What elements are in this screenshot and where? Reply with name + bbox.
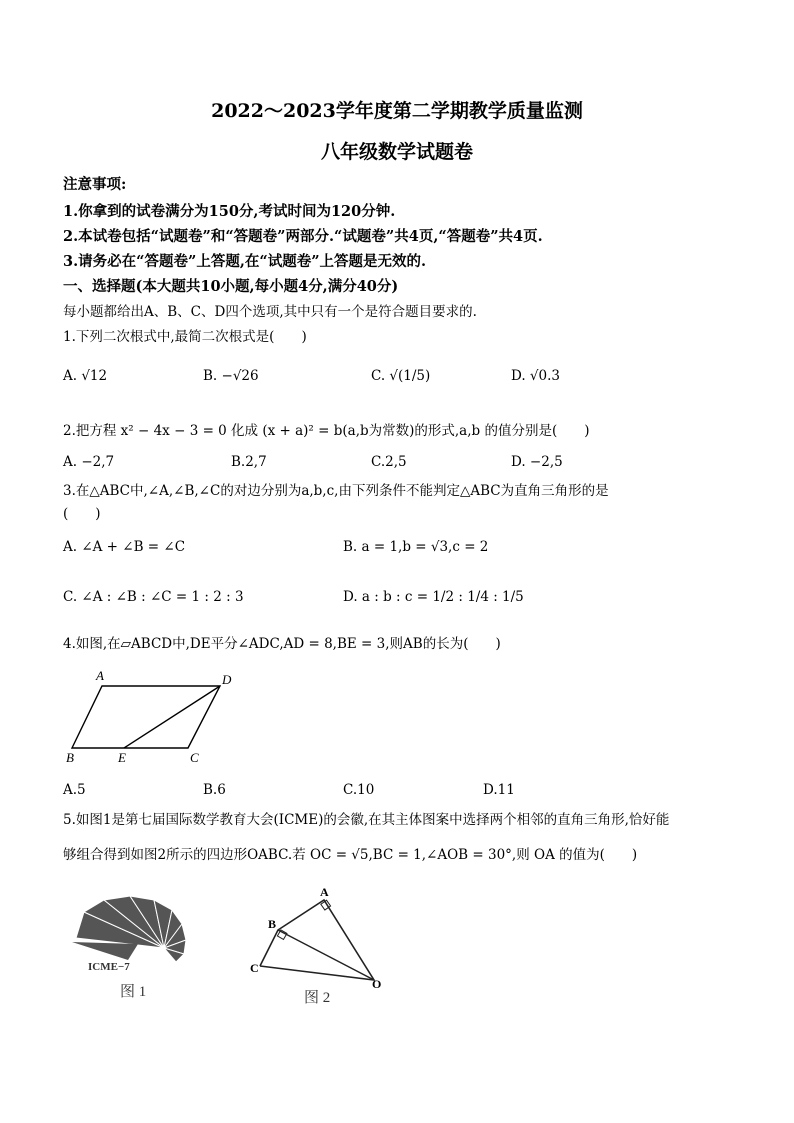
logo-lower-triangle [72,942,138,960]
label-b: B [66,750,74,765]
segment-bo [278,930,374,980]
question-4-option-b: B.6 [203,782,226,798]
segment-de [124,686,220,748]
question-3-option-d: D. a : b : c = 1/2 : 1/4 : 1/5 [343,589,524,605]
question-5-stem-cont: 够组合得到如图2所示的四边形OABC.若 OC = √5,BC = 1,∠AOB = 30°,则 OA 的值为( ) [63,847,638,863]
label-c2: C [250,961,259,975]
question-3-option-a: A. ∠A + ∠B = ∠C [63,539,186,555]
parallelogram-figure [60,664,250,768]
icme-logo-text: ICME−7 [88,961,130,973]
label-o2: O [372,977,382,991]
question-1-option-d: D. √0.3 [511,368,560,384]
section-heading: 一、选择题(本大题共10小题,每小题4分,满分40分) [63,278,399,295]
exam-title: 2022～2023学年度第二学期教学质量监测 [211,100,583,122]
figure-1-caption: 图 1 [120,984,147,1000]
quadrilateral-oabc [260,900,374,980]
note-item-3: 3.请务必在“答题卷”上答题,在“试题卷”上答题是无效的. [63,253,427,270]
label-e: E [118,750,126,765]
question-2-option-d: D. −2,5 [511,454,563,470]
question-4-option-a: A.5 [63,782,86,798]
question-2-stem: 2.把方程 x² − 4x − 3 = 0 化成 (x + a)² = b(a,b为常数)的形式,a,b 的值分别是( ) [63,423,590,439]
question-1-stem: 1.下列二次根式中,最简二次根式是( ) [63,329,307,345]
label-a2: A [320,885,329,899]
icme-logo-figure [68,888,200,1004]
question-3-stem-cont: ( ) [63,506,101,522]
label-d: D [222,672,232,687]
question-5-stem: 5.如图1是第七届国际数学教育大会(ICME)的会徽,在其主体图案中选择两个相邻的直角三角形,恰好能 [63,812,670,828]
note-item-1: 1.你拿到的试卷满分为150分,考试时间为120分钟. [63,203,396,220]
question-1-option-a: A. √12 [63,368,108,384]
question-4-option-c: C.10 [343,782,375,798]
note-item-2: 2.本试卷包括“试题卷”和“答题卷”两部分.“试题卷”共4页,“答题卷”共4页. [63,228,543,245]
question-3-stem: 3.在△ABC中,∠A,∠B,∠C的对边分别为a,b,c,由下列条件不能判定△ABC为直角三角形的是 [63,483,609,499]
question-2-option-a: A. −2,7 [63,454,115,470]
exam-subtitle: 八年级数学试题卷 [320,141,473,163]
figure-2-caption: 图 2 [304,990,331,1006]
section-instruction: 每小题都给出A、B、C、D四个选项,其中只有一个是符合题目要求的. [63,304,477,320]
question-2-option-b: B.2,7 [231,454,267,470]
parallelogram-abcd [72,686,220,748]
label-b2: B [268,917,277,931]
question-3-option-b: B. a = 1,b = √3,c = 2 [343,539,489,555]
question-1-option-b: B. −√26 [203,368,259,384]
question-3-option-c: C. ∠A : ∠B : ∠C = 1 : 2 : 3 [63,589,244,605]
label-a: A [96,668,104,683]
question-2-option-c: C.2,5 [371,454,407,470]
question-1-option-c: C. √(1/5) [371,368,431,384]
notes-heading: 注意事项: [63,176,127,193]
quadrilateral-figure [244,884,384,1008]
label-c: C [190,750,199,765]
question-4-stem: 4.如图,在▱ABCD中,DE平分∠ADC,AD = 8,BE = 3,则AB的长为( ) [63,636,501,652]
question-4-option-d: D.11 [483,782,515,798]
